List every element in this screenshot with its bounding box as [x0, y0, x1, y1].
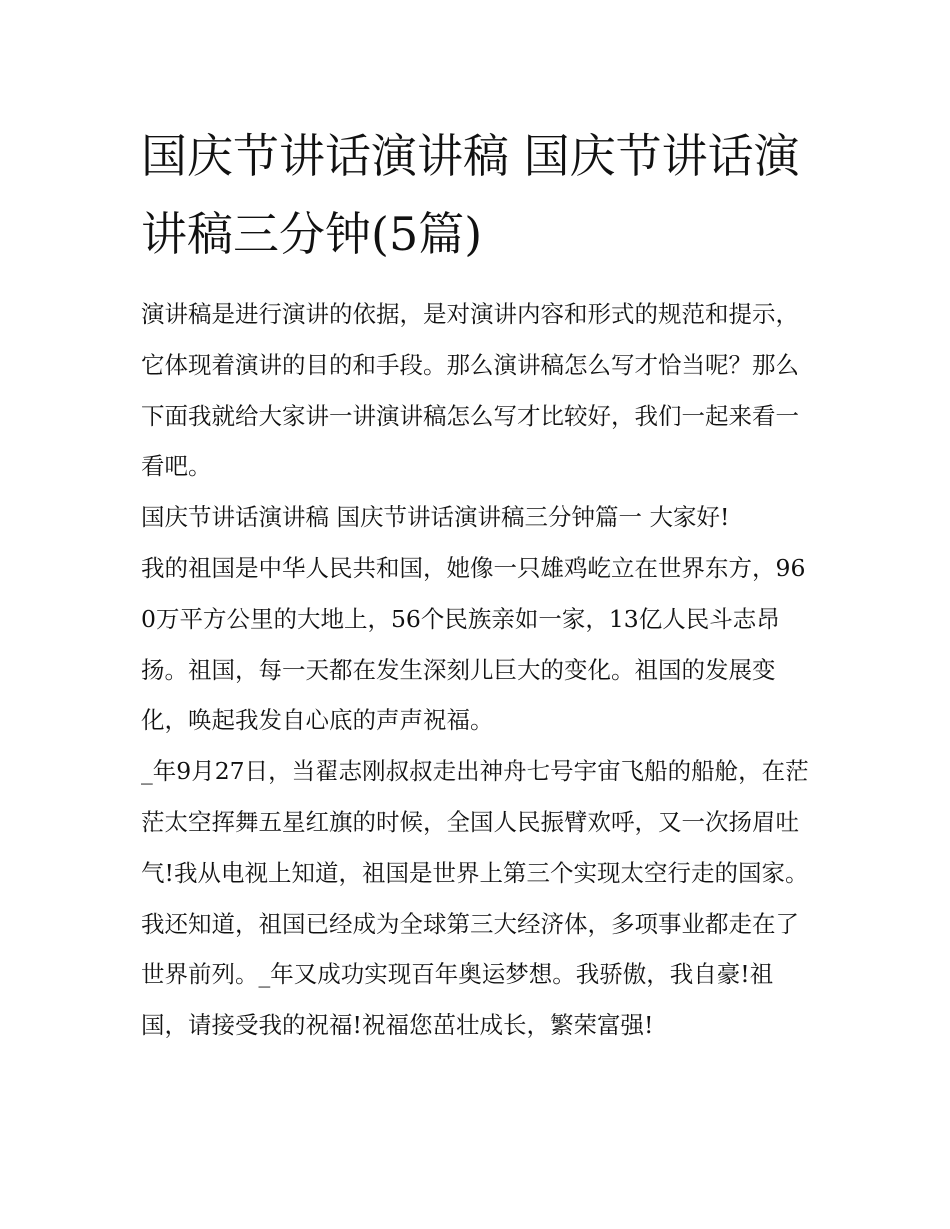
body-paragraph: _年9月27日，当翟志刚叔叔走出神舟七号宇宙飞船的船舱，在茫茫太空挥舞五星红旗的时候，全国人民振臂欢呼，又一次扬眉吐气!我从电视上知道，祖国是世界上第三个实现太空行走的国家。我还知道，祖国已经成为全球第三大经济体，多项事业都走在了世界前列。_年又成功实现百年奥运梦想。我骄傲，我自豪!祖国，请接受我的祝福!祝福您茁壮成长，繁荣富强! — [141, 757, 809, 1040]
document-title: 国庆节讲话演讲稿 国庆节讲话演讲稿三分钟(5篇) — [141, 129, 800, 261]
document-body — [141, 117, 816, 1051]
body-paragraph: 我的祖国是中华人民共和国，她像一只雄鸡屹立在世界东方，960万平方公里的大地上，56个民族亲如一家，13亿人民斗志昂扬。祖国，每一天都在发生深刻儿巨大的变化。祖国的发展变化，唤起我发自心底的声声祝福。 — [141, 553, 806, 735]
section-heading-paragraph: 国庆节讲话演讲稿 国庆节讲话演讲稿三分钟篇一 大家好! — [141, 503, 730, 532]
intro-paragraph: 演讲稿是进行演讲的依据，是对演讲内容和形式的规范和提示，它体现着演讲的目的和手段。那么演讲稿怎么写才恰当呢？那么下面我就给大家讲一讲演讲稿怎么写才比较好，我们一起来看一看吧。 — [141, 300, 799, 481]
